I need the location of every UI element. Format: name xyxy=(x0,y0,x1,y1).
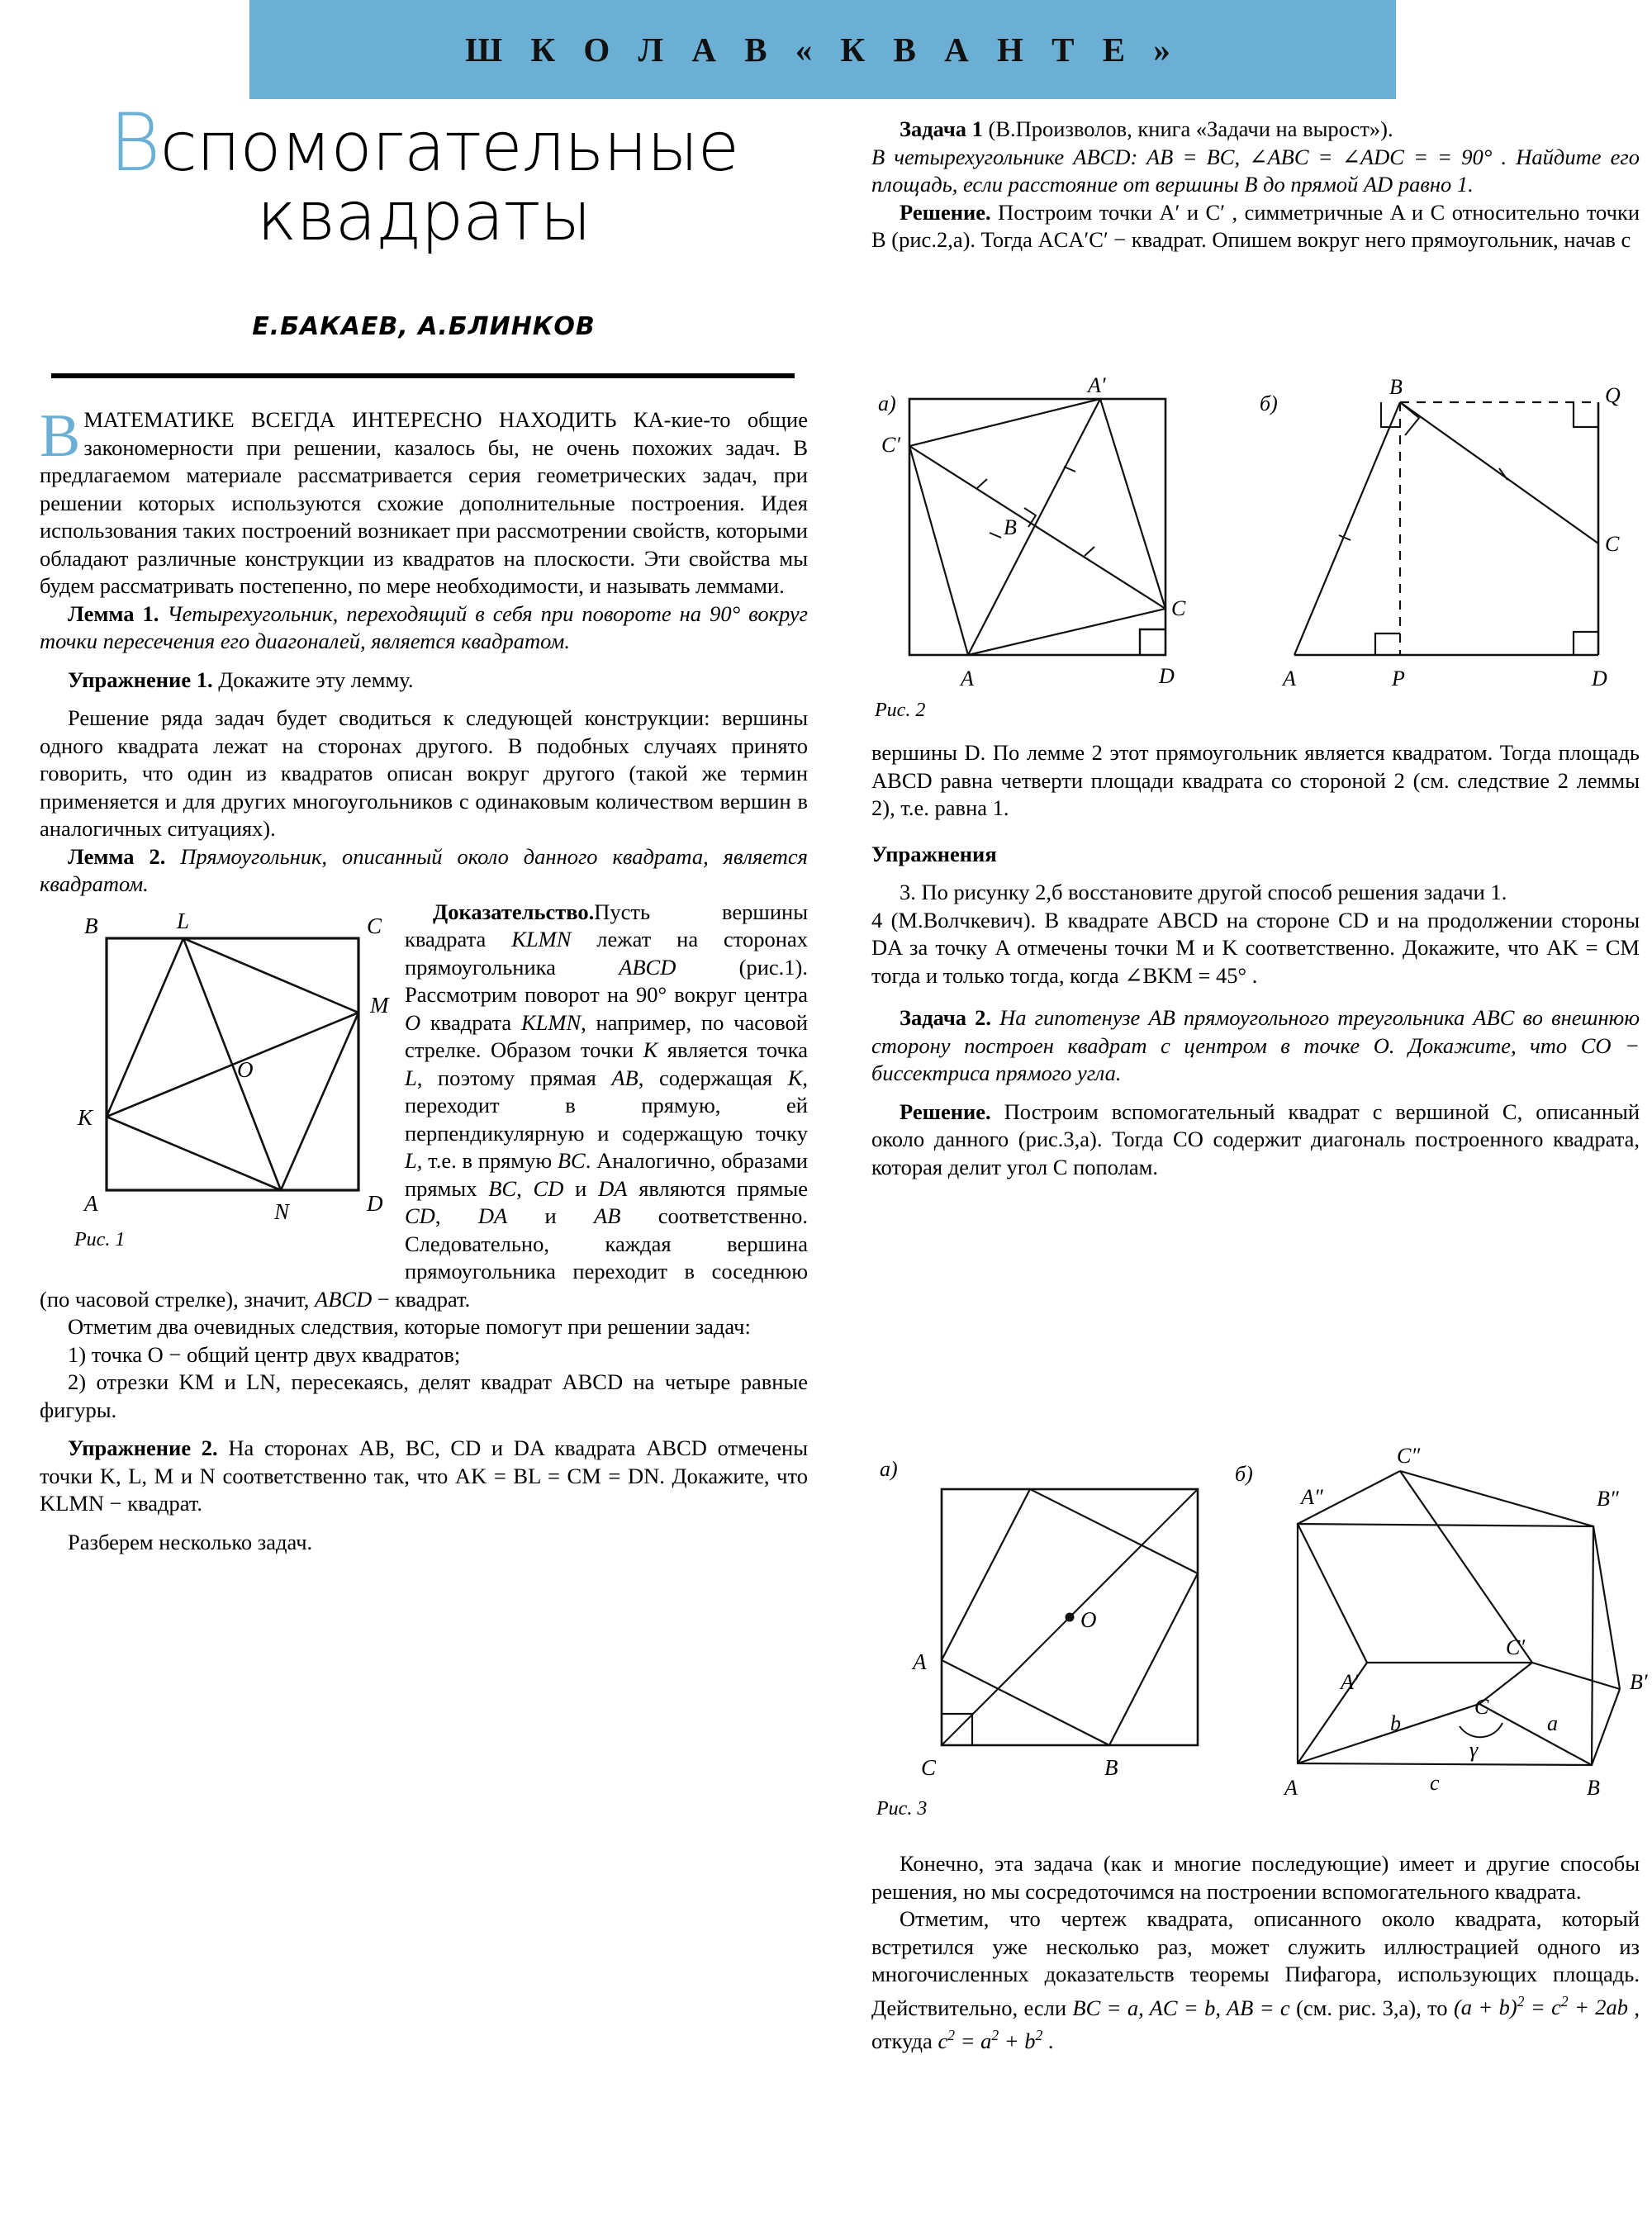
exercises-heading xyxy=(871,841,1640,869)
figure-3a-label-O: O xyxy=(1080,1607,1097,1632)
figure-3a-label-C: C xyxy=(921,1755,937,1780)
final-f2-sup: 2 xyxy=(1517,1993,1525,2010)
proof-abcd2: ABCD xyxy=(315,1286,373,1312)
figure-3b-label-Cpp: C″ xyxy=(1397,1444,1421,1468)
intro-dropcap: В xyxy=(40,402,81,470)
figure-3-caption: Рис. 3 xyxy=(876,1798,928,1820)
final-f7: + b xyxy=(999,2028,1036,2053)
figure-1-label-O: O xyxy=(237,1056,254,1082)
figure-1-label-B: B xyxy=(84,913,98,938)
figure-3b-label-Ap: A′ xyxy=(1341,1670,1359,1694)
solution1-paragraph xyxy=(871,199,1640,254)
proof-t6: является точка xyxy=(657,1037,808,1062)
figure-3b-label-A: A xyxy=(1284,1776,1298,1800)
lemma1-text: Четырехугольник, переходящий в себя при повороте на 90° вокруг точки пересечения его диагоналей, является квадратом. xyxy=(40,600,808,653)
figure-3b-label-gamma: γ xyxy=(1469,1738,1479,1762)
closing-paragraph: Разберем несколько задач. xyxy=(68,1529,313,1554)
exercises-heading-text: Упражнения xyxy=(871,841,997,866)
exercise2-label: Упражнение 2. xyxy=(68,1435,218,1460)
article-authors: Е.БАКАЕВ, А.БЛИНКОВ xyxy=(252,312,596,341)
figure-2b-label-C: C xyxy=(1605,532,1620,556)
intro-rest: кие-то общие закономерности при решении, казалось бы, не очень похожих задач. В предлагаемом материале рассматривается серия геометрических задач, при решении которых используются схожие дополнительные построения. Идея использования таких построений возникает при рассмотрении свойств, которыми обладают различные конструкции из квадратов на плоскости. Эти свойства мы будем рассматривать постепенно, по мере необходимости, и называть леммами. xyxy=(40,407,808,598)
final-paragraph-1: Конечно, эта задача (как и многие последующие) имеет и другие способы решения, но мы сосредоточимся на построении вспомогательного квадрата. xyxy=(871,1851,1640,1904)
proof-ab: AB xyxy=(611,1065,638,1090)
proof-paragraph xyxy=(40,899,808,1314)
figure-3b-label-Cp: C′ xyxy=(1506,1635,1526,1659)
figure-1-label-D: D xyxy=(367,1190,383,1216)
task1-label: Задача 1 xyxy=(900,116,983,141)
proof-o: O xyxy=(405,1009,421,1035)
final-formula-sides: BC = a, AC = b, AB = c xyxy=(1072,1995,1290,2020)
figure-2b-label-B: B xyxy=(1389,376,1403,399)
proof-l: L xyxy=(405,1065,417,1090)
figure-2a-label-D: D xyxy=(1159,664,1175,688)
final-t2: (см. рис. 3,а), то xyxy=(1289,1995,1454,2020)
figure-1-label-A: A xyxy=(84,1190,98,1216)
proof-t9: , переходит в прямую, ей перпендикулярную и содержащую точку xyxy=(405,1065,808,1146)
proof-klmn2: KLMN xyxy=(520,1009,582,1035)
proof-klmn: KLMN xyxy=(511,927,572,951)
header-divider xyxy=(51,373,795,378)
figure-3b-part-label: б) xyxy=(1235,1462,1253,1486)
task2-label: Задача 2. xyxy=(900,1005,992,1030)
solution1-text: Построим точки A′ и C′ , симметричные A и C относительно точки B (рис.2,а). Тогда ACA′C′ − квадрат. Опишем вокруг него прямоугольник, начав с xyxy=(871,199,1640,252)
proof-t11: . Аналогично, образами прямых xyxy=(405,1148,808,1201)
proof-t3: (рис.1). Рассмотрим поворот на 90° вокруг центра xyxy=(405,954,808,1007)
proof-da2: DA xyxy=(477,1203,508,1228)
proof-bc2: BC xyxy=(488,1175,517,1201)
lemma2-label: Лемма 2. xyxy=(68,843,166,869)
proof-ab2: AB xyxy=(594,1203,621,1228)
lemma1-label: Лемма 1. xyxy=(68,600,159,626)
final-t1: Отметим, что чертеж квадрата, описанного около квадрата, который встретился уже несколько раз, может служить иллюстрацией одного из многочисленных доказательств теоремы Пифагора, использующих площадь. Действительно, если xyxy=(871,1906,1640,2020)
title-line2: квадраты xyxy=(256,177,591,256)
figure-1-drawing xyxy=(68,904,415,1259)
figure-1-label-C: C xyxy=(367,913,382,938)
task1-paragraph xyxy=(871,116,1640,144)
exercise-3: 3. По рисунку 2,б восстановите другой способ решения задачи 1. xyxy=(900,880,1507,904)
corollaries-intro: Отметим два очевидных следствия, которые помогут при решении задач: xyxy=(68,1314,751,1339)
figure-2a-label-A: A xyxy=(961,667,974,690)
figure-3b-label-Bp: B′ xyxy=(1630,1670,1648,1694)
figure-2a-part-label: а) xyxy=(878,391,896,415)
proof-t17: соответственно. Следовательно, каждая вершина прямоугольника переходит в соседнюю (по часовой стрелке), значит, xyxy=(40,1203,808,1312)
corollary-1: 1) точка O − общий центр двух квадратов; xyxy=(68,1341,461,1367)
proof-t13: и xyxy=(563,1175,599,1201)
proof-cd2: CD xyxy=(405,1203,435,1228)
proof-abcd: ABCD xyxy=(619,954,676,980)
figure-3b-label-Bpp: B″ xyxy=(1597,1487,1619,1511)
figure-2b-part-label: б) xyxy=(1260,391,1278,415)
exercise1-text: Докажите эту лемму. xyxy=(218,667,414,692)
proof-bc: BC xyxy=(557,1148,586,1173)
figure-3b-label-C: C xyxy=(1474,1695,1489,1719)
proof-t4: квадрата xyxy=(420,1009,521,1035)
construction-paragraph: Решение ряда задач будет сводиться к следующей конструкции: вершины одного квадрата лежат на сторонах другого. В подобных случаях принято говорить, что один из квадратов описан вокруг другого (такой же термин применяется и для других многоугольников с одинаковым количеством вершин в аналогичных ситуациях). xyxy=(40,705,808,841)
figure-2a-label-Aprime: A′ xyxy=(1088,376,1106,397)
lemma2-text: Прямоугольник, описанный около данного квадрата, является квадратом. xyxy=(40,843,808,896)
figure-2-drawing xyxy=(871,376,1652,723)
exercise1-label: Упражнение 1. xyxy=(68,667,213,692)
final-f4: + 2ab xyxy=(1568,1995,1628,2020)
final-f2: (a + b) xyxy=(1453,1995,1517,2020)
final-paragraph-2 xyxy=(871,1905,1640,2055)
proof-t7: , поэтому прямая xyxy=(416,1065,612,1090)
task2-paragraph xyxy=(871,1004,1640,1088)
figure-2a-label-C: C xyxy=(1171,596,1186,620)
final-f3-sup: 2 xyxy=(1560,1993,1569,2010)
lemma1-paragraph xyxy=(40,600,808,656)
figure-2b-label-D: D xyxy=(1592,667,1607,690)
proof-t16: и xyxy=(507,1203,595,1228)
figure-2b-label-Q: Q xyxy=(1605,383,1621,407)
proof-k: K xyxy=(643,1037,658,1062)
page-title xyxy=(40,97,808,256)
right-column-top xyxy=(871,116,1640,254)
article-title-block xyxy=(40,97,808,256)
exercise2-text: На сторонах AB, BC, CD и DA квадрата ABCD отмечены точки K, L, M и N соответственно так, что AK = BL = CM = DN. Докажите, что KLMN − квадрат. xyxy=(40,1435,809,1516)
figure-3b-label-App: A″ xyxy=(1301,1485,1323,1509)
banner-right-spacer xyxy=(1396,0,1652,99)
left-column xyxy=(40,402,809,1556)
figure-2a-label-Cprime: C′ xyxy=(881,433,901,457)
figure-2b-label-A: A xyxy=(1283,667,1296,690)
proof-l2: L xyxy=(405,1148,417,1173)
figure-1-label-L: L xyxy=(177,908,190,933)
final-f6-sup: 2 xyxy=(991,2026,999,2043)
title-dropcap: В xyxy=(108,97,160,189)
corollary-2: 2) отрезки KM и LN, пересекаясь, делят квадрат ABCD на четыре равные фигуры. xyxy=(40,1369,808,1422)
figure-2 xyxy=(871,376,1652,727)
final-f3: = c xyxy=(1524,1995,1561,2020)
figure-3-drawing xyxy=(871,1441,1652,1829)
solution2-text: Построим вспомогательный квадрат с вершиной C, описанный около данного (рис.3,а). Тогда CO содержит диагональ построенного квадрата, которая делит угол C пополам. xyxy=(871,1099,1640,1179)
final-t3: , откуда xyxy=(871,1995,1640,2053)
figure-3b-label-c: c xyxy=(1430,1771,1440,1795)
banner-title: Ш К О Л А В « К В А Н Т Е » xyxy=(465,31,1180,69)
task1-statement xyxy=(871,144,1640,199)
right-column-mid xyxy=(871,739,1640,1181)
exercise1-paragraph xyxy=(40,667,808,695)
figure-2a-label-B: B xyxy=(1004,515,1017,539)
proof-k2: K xyxy=(787,1065,803,1090)
proof-t5: , например, по часовой стрелке. Образом точки xyxy=(405,1009,808,1062)
exercise2-paragraph xyxy=(40,1435,808,1518)
exercise-4: 4 (М.Волчкевич). В квадрате ABCD на стороне CD и на продолжении стороны DA за точку A отмечены точки M и K соответственно. Докажите, что AK = CM тогда и только тогда, когда ∠BKM = 45° . xyxy=(871,907,1640,988)
figure-1-label-N: N xyxy=(274,1198,290,1224)
figure-2b-label-P: P xyxy=(1392,667,1405,690)
solution1-label: Решение. xyxy=(900,199,991,225)
figure-1-label-M: M xyxy=(370,992,389,1018)
figure-1-label-K: K xyxy=(78,1104,93,1130)
figure-3a-label-B: B xyxy=(1104,1755,1118,1780)
right-column-bottom xyxy=(871,1850,1640,2055)
task1-source: (В.Произволов, книга «Задачи на вырост»). xyxy=(988,116,1393,141)
intro-paragraph xyxy=(40,402,808,600)
proof-t15: , xyxy=(434,1203,478,1228)
solution2-label: Решение. xyxy=(900,1099,991,1124)
figure-3b-label-b: b xyxy=(1390,1711,1401,1735)
final-f6: = a xyxy=(954,2028,992,2053)
after-figure2-paragraph: вершины D. По лемме 2 этот прямоугольник является квадратом. Тогда площадь ABCD равна четверти площади квадрата со стороной 2 (см. следствие 2 леммы 2), т.е. равна 1. xyxy=(871,740,1640,820)
proof-t14: являются прямые xyxy=(627,1175,809,1201)
final-f5-sup: 2 xyxy=(947,2026,955,2043)
proof-t1: Пусть вершины квадрата xyxy=(405,899,808,951)
figure-3b-label-a: a xyxy=(1547,1711,1558,1735)
task1-statement-text: В четырехугольнике ABCD: AB = BC, ∠ABC = ∠ADC = = 90° . Найдите его площадь, если расстояние от вершины B до прямой AD равно 1. xyxy=(871,144,1640,197)
intro-smallcaps: МАТЕМАТИКЕ ВСЕГДА ИНТЕРЕСНО НАХОДИТЬ КА- xyxy=(83,407,672,432)
task2-text: На гипотенузе AB прямоугольного треугольника ABC во внешнюю сторону построен квадрат с центром в точке О. Докажите, что СО − биссектриса прямого угла. xyxy=(871,1005,1640,1085)
proof-cd: CD xyxy=(533,1175,564,1201)
figure-3a-label-A: A xyxy=(913,1649,927,1674)
figure-2-caption: Рис. 2 xyxy=(875,700,926,721)
title-rest: спомогательные xyxy=(159,108,739,187)
proof-t18: − квадрат. xyxy=(372,1286,471,1312)
solution2-paragraph xyxy=(871,1099,1640,1182)
proof-t10: , т.е. в прямую xyxy=(416,1148,558,1173)
final-t4: . xyxy=(1042,2028,1054,2053)
final-formula-2 xyxy=(938,2026,1043,2053)
figure-1-caption: Рис. 1 xyxy=(74,1228,126,1250)
final-formula-1 xyxy=(1454,1995,1628,2019)
figure-3a-part-label: а) xyxy=(880,1457,898,1481)
proof-t12: , xyxy=(516,1175,534,1201)
figure-1 xyxy=(40,904,387,1259)
proof-t8: , содержащая xyxy=(638,1065,788,1090)
proof-da: DA xyxy=(598,1175,628,1201)
proof-t2: лежат на сторонах прямоугольника xyxy=(405,927,808,980)
final-f7-sup: 2 xyxy=(1035,2026,1043,2043)
proof-label: Доказательство. xyxy=(433,899,595,924)
final-f5: c xyxy=(938,2028,948,2053)
lemma2-paragraph xyxy=(40,843,808,899)
figure-3b-label-B: B xyxy=(1587,1776,1600,1800)
figure-3 xyxy=(871,1441,1652,1834)
